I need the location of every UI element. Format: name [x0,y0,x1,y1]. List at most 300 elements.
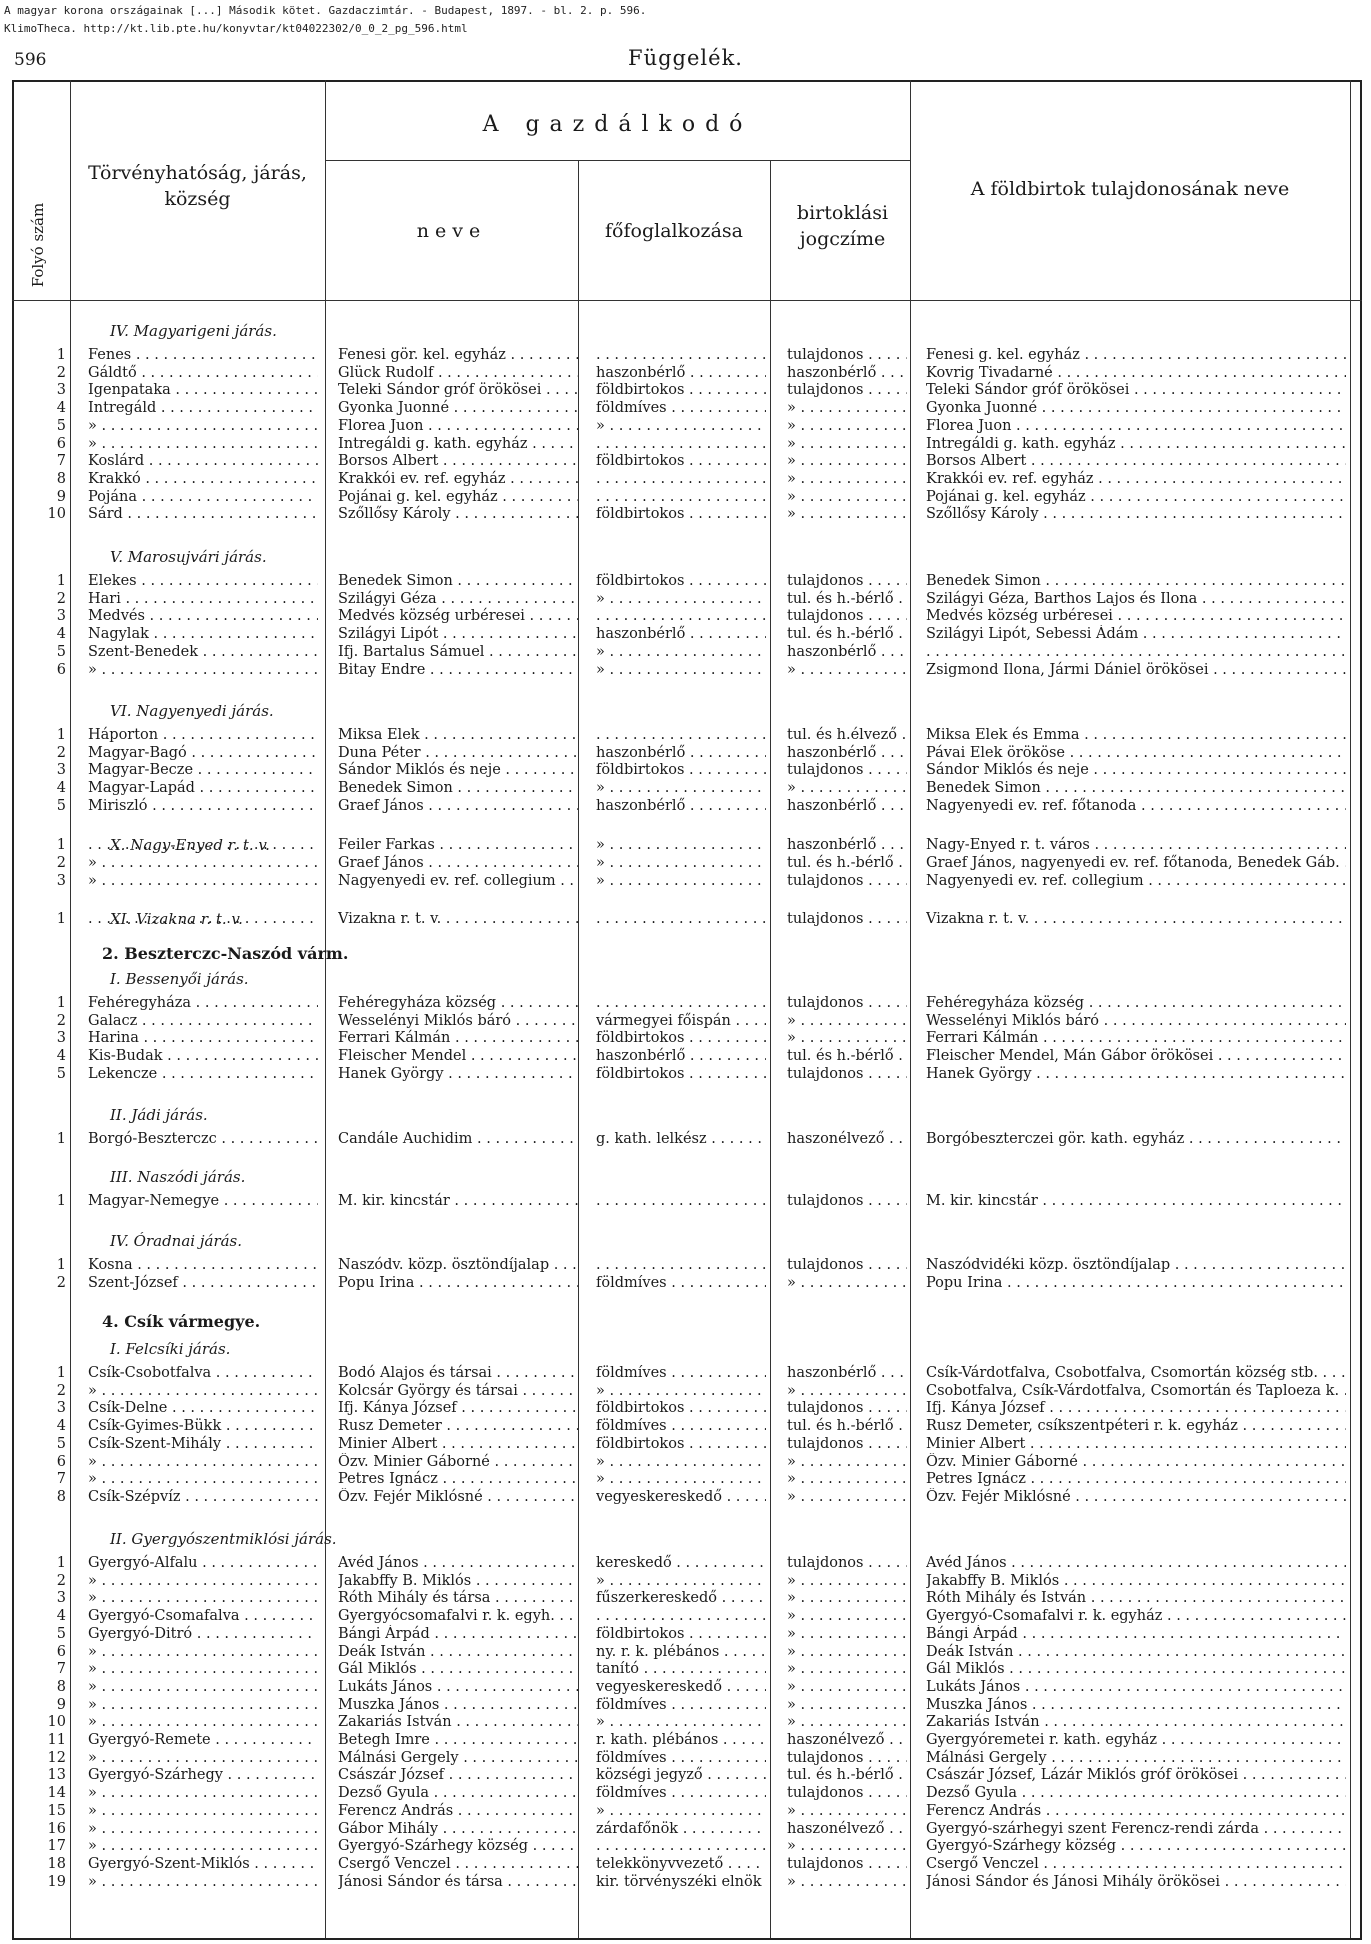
row-number: 4 [56,780,66,797]
row-number: 7 [56,1471,66,1488]
owner-name: Gyergyó-Csomafalvi r. k. egyház . . . [926,1607,1346,1625]
place-name: Kis-Budak . . . [88,1047,318,1065]
row-number: 6 [56,1453,66,1470]
occupation: haszonbérlő . . . [596,625,766,643]
manager-name: Benedek Simon . . . [338,572,578,590]
place-name: Csík-Szépvíz . . . [88,1488,318,1506]
section-heading: 4. Csík vármegye. [102,1312,261,1331]
owner-name: Rusz Demeter, csíkszentpéteri r. k. egyház . . . [926,1417,1346,1435]
tenure-title: » . . . [787,1625,907,1643]
tenure-title: haszonbérlő . . . [787,643,907,661]
occupation: földmíves . . . [596,1749,766,1767]
occupation: földmíves . . . [596,1274,766,1292]
tenure-title: tulajdonos . . . [787,1554,907,1572]
tenure-title: tulajdonos . . . [787,572,907,590]
owner-name: Petres Ignácz . . . [926,1470,1346,1488]
place-name: Fehéregyháza . . . [88,994,318,1012]
col-divider [770,160,771,1938]
occupation: » . . . [596,643,766,661]
place-name: Igenpataka . . . [88,381,318,399]
place-name: » . . . [88,1453,318,1471]
occupation: » . . . [596,872,766,890]
header-gazdalkodo: A gazdálkodó [482,112,753,137]
row-number: 4 [56,626,66,643]
place-name: » . . . [88,1572,318,1590]
row-number: 4 [56,400,66,417]
tenure-title: tulajdonos . . . [787,994,907,1012]
occupation: » . . . [596,1382,766,1400]
tenure-title: tulajdonos . . . [787,1065,907,1083]
row-number: 14 [47,1785,66,1802]
place-name: Gyergyó-Szárhegy . . . [88,1766,318,1784]
place-name: » . . . [88,1749,318,1767]
place-name: » . . . [88,1784,318,1802]
manager-name: Glück Rudolf . . . [338,364,578,382]
occupation: r. kath. plébános . . . [596,1731,766,1749]
place-name: Hari . . . [88,590,318,608]
manager-name: Rusz Demeter . . . [338,1417,578,1435]
row-number: 5 [56,797,66,814]
manager-name: M. kir. kincstár . . . [338,1192,578,1210]
manager-name: Sándor Miklós és neje . . . [338,761,578,779]
owner-name: Pávai Elek örököse . . . [926,744,1346,762]
owner-name: Róth Mihály és István . . . [926,1589,1346,1607]
occupation: vármegyei főispán . . . [596,1012,766,1030]
occupation: » . . . [596,1453,766,1471]
tenure-title: tul. és h.-bérlő . . . [787,1417,907,1435]
row-number: 5 [56,417,66,434]
section-heading: IV. Óradnai járás. [110,1232,243,1250]
tenure-title: tulajdonos . . . [787,872,907,890]
header-foglalkozasa: főfoglalkozása [605,220,743,242]
source-line-2: KlimoTheca. http://kt.lib.pte.hu/konyvtar/kt04022302/0_0_2_pg_596.html [4,22,468,35]
occupation: földmíves . . . [596,399,766,417]
manager-name: Intregáldi g. kath. egyház . . . [338,435,578,453]
place-name: » . . . [88,1660,318,1678]
owner-name: Nagyenyedi ev. ref. főtanoda . . . [926,797,1346,815]
owner-name: Naszódvidéki közp. ösztöndíjalap . . . [926,1256,1346,1274]
place-name: » . . . [88,417,318,435]
row-number: 1 [56,727,66,743]
tenure-title: tulajdonos . . . [787,607,907,625]
row-number: 10 [47,506,66,523]
row-number: 13 [47,1767,66,1784]
owner-name: Csík-Várdotfalva, Csobotfalva, Csomortán község stb. . . . [926,1364,1346,1382]
manager-name: Minier Albert . . . [338,1435,578,1453]
place-name: Háporton . . . [88,726,318,744]
row-number: 11 [47,1732,66,1748]
tenure-title: haszonélvező . . . [787,1731,907,1749]
occupation: » . . . [596,854,766,872]
tenure-title: » . . . [787,1678,907,1696]
tenure-title: » . . . [787,1470,907,1488]
manager-name: Pojánai g. kel. egyház . . . [338,488,578,506]
owner-name: Florea Juon . . . [926,417,1346,435]
place-name: Gyergyó-Remete . . . [88,1731,318,1749]
tenure-title: haszonbérlő . . . [787,797,907,815]
owner-name: Hanek György . . . [926,1065,1346,1083]
row-number: 1 [56,911,66,927]
place-name: » . . . [88,1382,318,1400]
place-name: » . . . [88,1643,318,1661]
row-number: 15 [47,1802,66,1819]
owner-name: Kovrig Tivadarné . . . [926,364,1346,382]
occupation [596,1837,766,1855]
place-name: Gyergyó-Csomafalva . . . [88,1607,318,1625]
place-name: Gyergyó-Ditró . . . [88,1625,318,1643]
section-heading: 2. Beszterczc-Naszód várm. [102,944,349,963]
row-number: 16 [47,1820,66,1837]
occupation: » . . . [596,1713,766,1731]
tenure-title: tulajdonos . . . [787,346,907,364]
manager-name: Betegh Imre . . . [338,1731,578,1749]
col-divider [325,80,326,1938]
owner-name: Pojánai g. kel. egyház . . . [926,488,1346,506]
tenure-title: » . . . [787,1589,907,1607]
owner-name: Miksa Elek és Emma . . . [926,726,1346,744]
tenure-title: » . . . [787,1607,907,1625]
owner-name: Csergő Venczel . . . [926,1855,1346,1873]
row-number: 10 [47,1714,66,1731]
owner-name: Gyergyóremetei r. kath. egyház . . . [926,1731,1346,1749]
owner-name: M. kir. kincstár . . . [926,1192,1346,1210]
occupation [596,726,766,744]
owner-name: Krakkói ev. ref. egyház . . . [926,470,1346,488]
occupation: g. kath. lelkész . . . [596,1130,766,1148]
occupation: községi jegyző . . . [596,1766,766,1784]
owner-name: Gyergyó-Szárhegy község . . . [926,1837,1346,1855]
occupation: földmíves . . . [596,1417,766,1435]
header-neve: neve [416,220,487,242]
col-divider [910,80,911,1938]
place-name: Galacz . . . [88,1012,318,1030]
manager-name: Krakkói ev. ref. egyház . . . [338,470,578,488]
manager-name: Jakabffy B. Miklós . . . [338,1572,578,1590]
owner-name: Bángi Árpád . . . [926,1625,1346,1643]
tenure-title: haszonélvező . . . [787,1130,907,1148]
row-number: 7 [56,453,66,470]
tenure-title: » . . . [787,1873,907,1891]
row-number: 5 [56,1625,66,1642]
occupation: földbirtokos . . . [596,381,766,399]
row-number: 2 [56,744,66,761]
manager-name: Teleki Sándor gróf örökösei . . . [338,381,578,399]
place-name: Intregáld . . . [88,399,318,417]
row-number: 4 [56,1608,66,1625]
manager-name: Ifj. Bartalus Sámuel . . . [338,643,578,661]
header-rule [12,300,1362,301]
owner-name: Wesselényi Miklós báró . . . [926,1012,1346,1030]
manager-name: Fehéregyháza község . . . [338,994,578,1012]
manager-name: Özv. Fejér Miklósné . . . [338,1488,578,1506]
row-number: 1 [56,573,66,589]
owner-name: Nagy-Enyed r. t. város . . . [926,836,1346,854]
owner-name: Fleischer Mendel, Mán Gábor örökösei . . . [926,1047,1346,1065]
place-name: Pojána . . . [88,488,318,506]
header-jogcim: birtoklási jogczíme [796,202,889,250]
place-name: » . . . [88,435,318,453]
occupation [596,1256,766,1274]
place-name [88,836,318,854]
manager-name: Dezső Gyula . . . [338,1784,578,1802]
tenure-title: tul. és h.-bérlő . . . [787,625,907,643]
tenure-title: » . . . [787,435,907,453]
row-number: 2 [56,1012,66,1029]
occupation: haszonbérlő . . . [596,744,766,762]
row-number: 8 [56,1488,66,1505]
page-number: 596 [14,50,47,70]
manager-name: Graef János . . . [338,797,578,815]
tenure-title: » . . . [787,1643,907,1661]
section-heading: XI. Vizakna r. t. v. [110,910,243,928]
place-name: Harina . . . [88,1029,318,1047]
owner-name: Gyergyó-szárhegyi szent Ferencz-rendi zárda . . . [926,1820,1346,1838]
tenure-title: tul. és h.-bérlő . . . [787,1047,907,1065]
occupation: földbirtokos . . . [596,1065,766,1083]
occupation [596,435,766,453]
occupation: földbirtokos . . . [596,572,766,590]
occupation: haszonbérlő . . . [596,797,766,815]
row-number: 18 [47,1855,66,1872]
owner-name: Medvés község urbéresei . . . [926,607,1346,625]
occupation: » . . . [596,417,766,435]
occupation: kereskedő . . . [596,1554,766,1572]
owner-name: Málnási Gergely . . . [926,1749,1346,1767]
owner-name: Lukáts János . . . [926,1678,1346,1696]
tenure-title: tulajdonos . . . [787,761,907,779]
owner-name: Csobotfalva, Csík-Várdotfalva, Csomortán és Taploeza k. . . . [926,1382,1346,1400]
header-tulajdonos: A földbirtok tulajdonosának neve [970,178,1290,200]
place-name: » . . . [88,854,318,872]
section-heading: III. Naszódi járás. [110,1168,246,1186]
section-heading: II. Jádi járás. [110,1106,208,1124]
owner-name: Sándor Miklós és neje . . . [926,761,1346,779]
row-number: 9 [56,1696,66,1713]
place-name: Sárd . . . [88,505,318,523]
occupation: földmíves . . . [596,1784,766,1802]
tenure-title: » . . . [787,417,907,435]
place-name: Gyergyó-Szent-Miklós . . . [88,1855,318,1873]
occupation: fűszerkereskedő . . . [596,1589,766,1607]
place-name: Medvés . . . [88,607,318,625]
manager-name: Bodó Alajos és társai . . . [338,1364,578,1382]
place-name: » . . . [88,1696,318,1714]
row-number: 5 [56,1065,66,1082]
manager-name: Gyergyó-Szárhegy község . . . [338,1837,578,1855]
manager-name: Borsos Albert . . . [338,452,578,470]
tenure-title: tulajdonos . . . [787,1256,907,1274]
section-heading: I. Bessenyői járás. [110,970,249,988]
col-divider [1350,80,1351,1938]
manager-name: Vizakna r. t. v. . . . [338,910,578,928]
tenure-title: haszonbérlő . . . [787,1364,907,1382]
occupation: haszonbérlő . . . [596,364,766,382]
owner-name: Fenesi g. kel. egyház . . . [926,346,1346,364]
place-name: Kosna . . . [88,1256,318,1274]
row-number: 6 [56,661,66,678]
owner-name: Császár József, Lázár Miklós gróf örökösei . . . [926,1766,1346,1784]
occupation: földmíves . . . [596,1364,766,1382]
row-number: 2 [56,855,66,871]
tenure-title: tul. és h.élvező . . . [787,726,907,744]
place-name: Magyar-Lapád . . . [88,779,318,797]
row-number: 1 [56,347,66,363]
owner-name: Minier Albert . . . [926,1435,1346,1453]
row-number: 4 [56,1048,66,1065]
tenure-title: haszonbérlő . . . [787,836,907,854]
owner-name: Özv. Fejér Miklósné . . . [926,1488,1346,1506]
manager-name: Fenesi gör. kel. egyház . . . [338,346,578,364]
place-name: Szent-Benedek . . . [88,643,318,661]
tenure-title: tulajdonos . . . [787,1435,907,1453]
owner-name: Ferrari Kálmán . . . [926,1029,1346,1047]
place-name: Fenes . . . [88,346,318,364]
tenure-title: » . . . [787,1012,907,1030]
manager-name: Candále Auchidim . . . [338,1130,578,1148]
place-name: Nagylak . . . [88,625,318,643]
row-number: 1 [56,1555,66,1571]
tenure-title: » . . . [787,1453,907,1471]
occupation: ny. r. k. plébános . . . [596,1643,766,1661]
owner-name [926,643,1346,661]
row-number: 2 [56,1382,66,1399]
owner-name: Avéd János . . . [926,1554,1346,1572]
owner-name: Ifj. Kánya József . . . [926,1399,1346,1417]
manager-name: Zakariás István . . . [338,1713,578,1731]
manager-name: Ferrari Kálmán . . . [338,1029,578,1047]
owner-name: Dezső Gyula . . . [926,1784,1346,1802]
place-name: Magyar-Bagó . . . [88,744,318,762]
place-name: Gáldtő . . . [88,364,318,382]
manager-name: Gyonka Juonné . . . [338,399,578,417]
tenure-title: haszonélvező . . . [787,1820,907,1838]
row-number: 1 [56,1257,66,1273]
tenure-title: tulajdonos . . . [787,1399,907,1417]
occupation: földbirtokos . . . [596,761,766,779]
occupation: » . . . [596,1572,766,1590]
row-number: 3 [56,1590,66,1607]
row-number: 4 [56,1418,66,1435]
tenure-title: tulajdonos . . . [787,1784,907,1802]
place-name: » . . . [88,1873,318,1891]
owner-name: Özv. Minier Gáborné . . . [926,1453,1346,1471]
place-name: Lekencze . . . [88,1065,318,1083]
tenure-title: tul. és h.-bérlő . . . [787,1766,907,1784]
occupation [596,346,766,364]
place-name: Miriszló . . . [88,797,318,815]
occupation: » . . . [596,1470,766,1488]
manager-name: Florea Juon . . . [338,417,578,435]
page-title: Függelék. [628,46,743,70]
header-torvenyhatosag: Törvényhatóság, járás, község [88,162,307,210]
owner-name: Jánosi Sándor és Jánosi Mihály örökösei . . . [926,1873,1346,1891]
owner-name: Borgóbeszterczei gör. kath. egyház . . . [926,1130,1346,1148]
owner-name: Zakariás István . . . [926,1713,1346,1731]
occupation: vegyeskereskedő . . . [596,1488,766,1506]
tenure-title: » . . . [787,1660,907,1678]
manager-name: Gyergyócsomafalvi r. k. egyh. . . . [338,1607,578,1625]
tenure-title: » . . . [787,1802,907,1820]
manager-name: Kolcsár György és társai . . . [338,1382,578,1400]
tenure-title: » . . . [787,1696,907,1714]
manager-name: Avéd János . . . [338,1554,578,1572]
occupation: » . . . [596,836,766,854]
occupation: földmíves . . . [596,1696,766,1714]
occupation: földbirtokos . . . [596,1625,766,1643]
row-number: 2 [56,1274,66,1291]
row-number: 3 [56,872,66,889]
occupation: tanító . . . [596,1660,766,1678]
manager-name: Muszka János . . . [338,1696,578,1714]
row-number: 7 [56,1661,66,1678]
place-name: » . . . [88,1470,318,1488]
tenure-title: tul. és h.-bérlő . . . [787,854,907,872]
tenure-title: tulajdonos . . . [787,910,907,928]
occupation [596,488,766,506]
manager-name: Popu Irina . . . [338,1274,578,1292]
row-number: 3 [56,1030,66,1047]
place-name [88,910,318,928]
manager-name: Gál Miklós . . . [338,1660,578,1678]
place-name: » . . . [88,1802,318,1820]
section-heading: VI. Nagyenyedi járás. [110,702,274,720]
row-number: 8 [56,1678,66,1695]
manager-name: Szőllősy Károly . . . [338,505,578,523]
occupation: földbirtokos . . . [596,505,766,523]
section-heading: V. Marosujvári járás. [110,548,267,566]
row-number: 6 [56,435,66,452]
section-heading: IV. Magyarigeni járás. [110,322,277,340]
occupation [596,1607,766,1625]
manager-name: Özv. Minier Gáborné . . . [338,1453,578,1471]
row-number: 1 [56,995,66,1011]
owner-name: Benedek Simon . . . [926,779,1346,797]
occupation: » . . . [596,661,766,679]
occupation: vegyeskereskedő . . . [596,1678,766,1696]
owner-name: Jakabffy B. Miklós . . . [926,1572,1346,1590]
manager-name: Deák István . . . [338,1643,578,1661]
owner-name: Fehéregyháza község . . . [926,994,1346,1012]
section-heading: X. Nagy-Enyed r. t. v. [110,836,270,854]
place-name: Koslárd . . . [88,452,318,470]
manager-name: Bitay Endre . . . [338,661,578,679]
place-name: » . . . [88,1820,318,1838]
tenure-title: » . . . [787,505,907,523]
manager-name: Jánosi Sándor és társa . . . [338,1873,578,1891]
manager-name: Szilágyi Lipót . . . [338,625,578,643]
row-number: 3 [56,1400,66,1417]
row-number: 17 [47,1838,66,1855]
manager-name: Feiler Farkas . . . [338,836,578,854]
occupation [596,910,766,928]
section-heading: I. Felcsíki járás. [110,1340,231,1358]
occupation: zárdafőnök . . . [596,1820,766,1838]
row-number: 1 [56,1365,66,1381]
manager-name: Ifj. Kánya József . . . [338,1399,578,1417]
row-number: 3 [56,762,66,779]
tenure-title: » . . . [787,779,907,797]
manager-name: Szilágyi Géza . . . [338,590,578,608]
row-number: 5 [56,1435,66,1452]
tenure-title: haszonbérlő . . . [787,364,907,382]
occupation: haszonbérlő . . . [596,1047,766,1065]
tenure-title: » . . . [787,488,907,506]
tenure-title: » . . . [787,1572,907,1590]
owner-name: Popu Irina . . . [926,1274,1346,1292]
tenure-title: » . . . [787,452,907,470]
owner-name: Teleki Sándor gróf örökösei . . . [926,381,1346,399]
place-name: » . . . [88,661,318,679]
